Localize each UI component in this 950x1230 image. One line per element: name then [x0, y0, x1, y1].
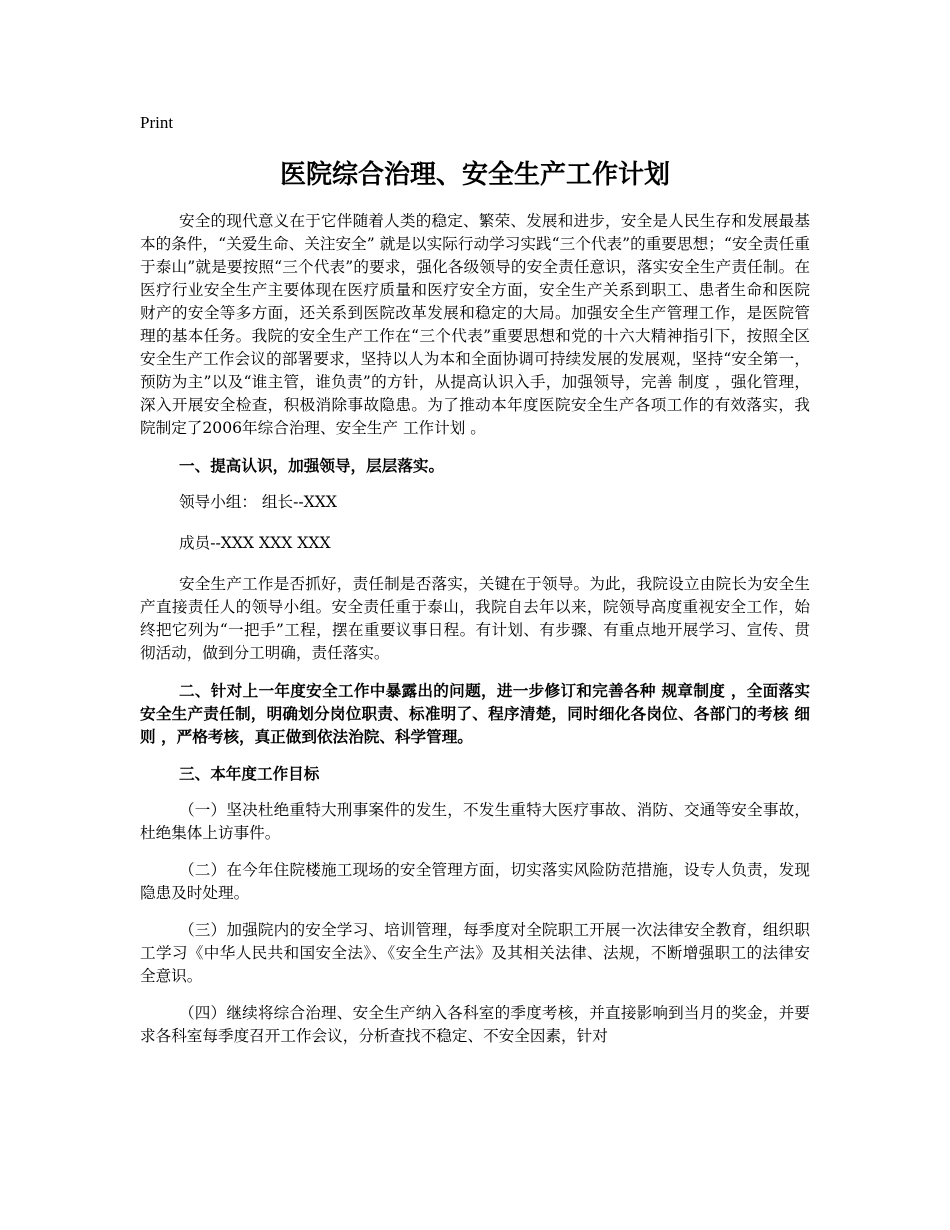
print-label: Print	[140, 113, 174, 132]
section-heading-2: 二、针对上一年度安全工作中暴露出的问题，进一步修订和完善各种 规章制度 ，全面落实安全生产责任制，明确划分岗位职责、标准明了、程序清楚，同时细化各岗位、各部门的考核 细则 ，严格考核，真正做到依法治院、科学管理。	[140, 681, 810, 746]
document-body	[140, 210, 810, 1062]
goal-item-3: （三）加强院内的安全学习、培训管理，每季度对全院职工开展一次法律安全教育，组织职工学习《中华人民共和国安全法》、《安全生产法》及其相关法律、法规，不断增强职工的法律安全意识。	[140, 921, 810, 985]
intro-paragraph: 安全的现代意义在于它伴随着人类的稳定、繁荣、发展和进步，安全是人民生存和发展最基本的条件，“关爱生命、关注安全” 就是以实际行动学习实践“三个代表”的重要思想；“安全责任重于泰山”就是要按照“三个代表”的要求，强化各级领导的安全责任意识，落实安全生产责任制。在医疗行业安全生产主要体现在医疗质量和医疗安全方面，安全生产关系到职工、患者生命和医院财产的安全等多方面，还关系到医院改革发展和稳定的大局。加强安全生产管理工作，是医院管理的基本任务。我院的安全生产工作在“三个代表”重要思想和党的十六大精神指引下，按照全区安全生产工作会议的部署要求，坚持以人为本和全面协调可持续发展的发展观，坚持“安全第一，预防为主”以及“谁主管，谁负责”的方针，从提高认识入手，加强领导，完善 制度 ，强化管理，深入开展安全检查，积极消除事故隐患。为了推动本年度医院安全生产各项工作的有效落实，我院制定了2006年综合治理、安全生产 工作计划 。	[140, 212, 810, 437]
goal-item-1: （一）坚决杜绝重特大刑事案件的发生，不发生重特大医疗事故、消防、交通等安全事故，杜绝集体上访事件。	[140, 801, 810, 842]
leadership-group-line: 领导小组： 组长--XXX	[179, 493, 337, 511]
section-heading-3: 三、本年度工作目标	[179, 764, 320, 783]
members-line: 成员--XXX XXX XXX	[179, 534, 331, 552]
section-heading-1: 一、提高认识，加强领导，层层落实。	[179, 456, 445, 475]
goal-item-2: （二）在今年住院楼施工现场的安全管理方面，切实落实风险防范措施，设专人负责，发现隐患及时处理。	[140, 861, 810, 902]
body-paragraph: 安全生产工作是否抓好，责任制是否落实，关键在于领导。为此，我院设立由院长为安全生产直接责任人的领导小组。安全责任重于泰山，我院自去年以来，院领导高度重视安全工作，始终把它列为“一把手”工程，摆在重要议事日程。有计划、有步骤、有重点地开展学习、宣传、贯彻活动，做到分工明确，责任落实。	[140, 575, 810, 662]
document-title: 医院综合治理、安全生产工作计划	[279, 160, 670, 190]
goal-item-4: （四）继续将综合治理、安全生产纳入各科室的季度考核，并直接影响到当月的奖金，并要求各科室每季度召开工作会议，分析查找不稳定、不安全因素，针对	[140, 1004, 810, 1045]
